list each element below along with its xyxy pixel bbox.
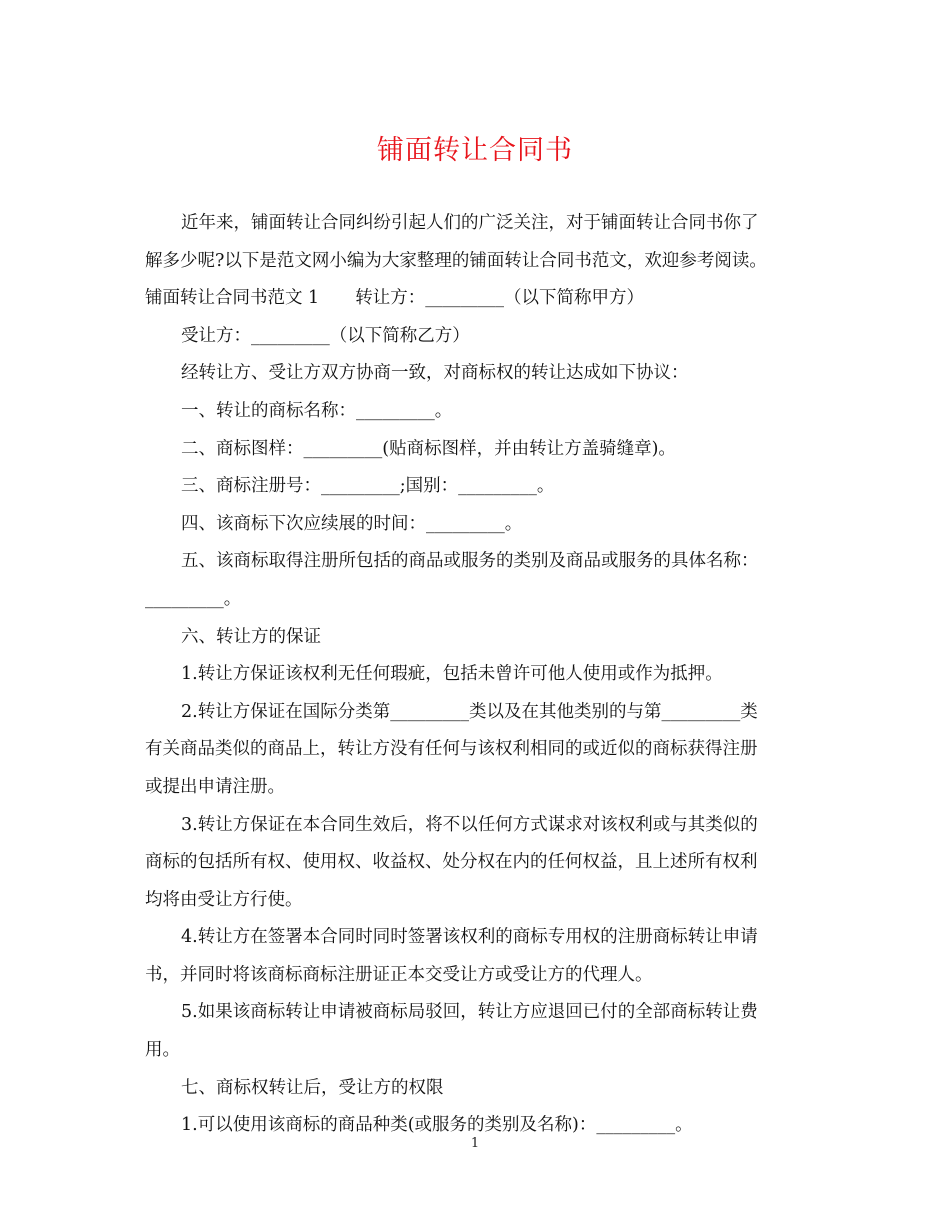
paragraph-line: _________。 [145,588,242,609]
paragraph-line: 2.转让方保证在国际分类第_________类以及在其他类别的与第_________类 [181,701,758,722]
paragraph-line: 商标的包括所有权、使用权、收益权、处分权在内的任何权益，且上述所有权利 [145,852,758,873]
paragraph-line: 用。 [145,1040,180,1061]
paragraph-line: 有关商品类似的商品上，转让方没有任何与该权利相同的或近似的商标获得注册 [145,739,758,760]
paragraph-line: 经转让方、受让方双方协商一致，对商标权的转让达成如下协议： [181,363,689,384]
paragraph-line: 近年来，铺面转让合同纠纷引起人们的广泛关注，对于铺面转让合同书你了 [181,213,759,233]
paragraph-line: 书，并同时将该商标商标注册证正本交受让方或受让方的代理人。 [145,964,653,985]
paragraph-line: 解多少呢?以下是范文网小编为大家整理的铺面转让合同书范文，欢迎参考阅读。 [145,250,767,271]
paragraph-line: 1.转让方保证该权利无任何瑕疵，包括未曾许可他人使用或作为抵押。 [181,664,723,685]
sample-heading: 铺面转让合同书范文 1 [145,288,320,309]
paragraph-line: 3.转让方保证在本合同生效后，将不以任何方式谋求对该权利或与其类似的 [181,814,758,835]
section-heading: 六、转让方的保证 [181,626,321,647]
paragraph-line: 四、该商标下次应续展的时间：_________。 [181,513,523,534]
paragraph-line: 均将由受让方行使。 [145,889,303,910]
paragraph-line: 一、转让的商标名称：_________。 [181,400,453,421]
paragraph-line: 五、该商标取得注册所包括的商品或服务的类别及商品或服务的具体名称： [181,551,759,572]
document-body [145,205,805,1145]
section-heading: 七、商标权转让后，受让方的权限 [181,1077,444,1098]
paragraph-line: 三、商标注册号：_________;国别：_________。 [181,476,555,497]
paragraph-line: 4.转让方在签署本合同时同时签署该权利的商标专用权的注册商标转让申请 [181,927,758,948]
paragraph-line: 或提出申请注册。 [145,776,285,797]
paragraph-line: 1.可以使用该商标的商品种类(或服务的类别及名称)：_________。 [181,1115,693,1136]
transferor-line: 转让方：_________（以下简称甲方） [355,288,644,309]
paragraph-line-combined [145,280,805,318]
paragraph-line: 受让方：_________（以下简称乙方） [181,325,470,346]
page-number: 1 [470,1136,480,1151]
paragraph-line: 5.如果该商标转让申请被商标局驳回，转让方应退回已付的全部商标转让费 [181,1002,758,1023]
document-title: 铺面转让合同书 [377,135,573,166]
paragraph-line: 二、商标图样：_________(贴商标图样，并由转让方盖骑缝章)。 [181,438,676,459]
